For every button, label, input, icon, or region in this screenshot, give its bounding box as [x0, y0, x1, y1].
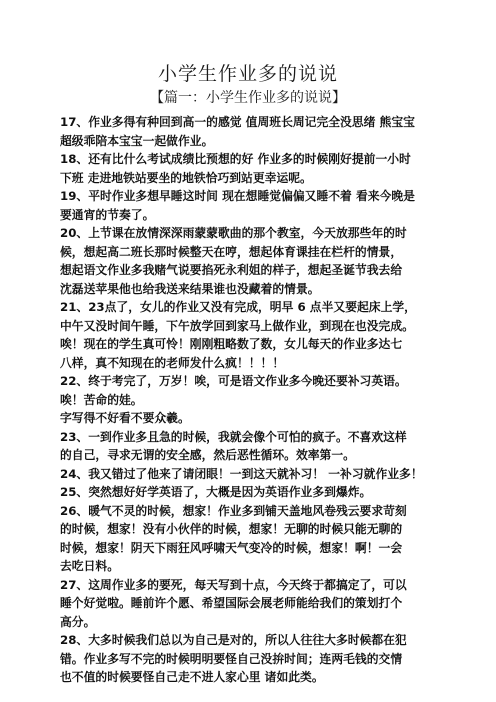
text-line: 21、23点了，女儿的作业又没有完成，明早 6 点半又要起床上学，	[60, 300, 416, 314]
text-line: 20、上节课在放情深深雨蒙蒙歌曲的那个教室，今天放那些年的时	[60, 226, 407, 240]
text-line: 睡个好觉啦。睡前许个愿、希望国际会展老师能给我们的策划打个	[60, 596, 403, 610]
text-line: 高分。	[60, 614, 96, 629]
text-line: 字写得不好看不要众羲。	[60, 411, 190, 425]
text-line: 去吃日料。	[60, 559, 119, 573]
text-line: 时候，想家！阴天下雨狂风呼啸天气变冷的时候，想家！啊！一会	[60, 540, 403, 555]
text-line: 中午又没时间午睡，下午放学回到家马上做作业，到现在也没完成。	[60, 318, 414, 333]
document-body	[60, 113, 450, 687]
text-line: 27、这周作业多的要死，每天写到十点，今天终于都搞定了，可以	[60, 577, 407, 592]
text-line: 的时候，想家！没有小伙伴的时候，想家！无聊的时候只能无聊的	[60, 522, 403, 536]
text-line: 想起语文作业多我赌气说要掐死永利姐的样子，想起圣诞节我去给	[60, 263, 403, 277]
text-line: 26、暖气不灵的时候，想家！作业多到铺天盖地风卷残云要求苛刻	[60, 503, 407, 518]
text-line: 17、作业多得有种回到高一的感觉 值周班长周记完全没思绪 熊宝宝	[60, 115, 415, 129]
text-line: 22、终于考完了，万岁！唉，可是语文作业多今晚还要补习英语。	[60, 374, 407, 388]
text-line: 28、大多时候我们总以为自己是对的，所以人往往大多时候都在犯	[60, 633, 407, 647]
text-line: 候，想起高二班长那时候整天在哼，想起体育课挂在栏杆的情景，	[60, 244, 403, 259]
text-line: 18、还有比什么考试成绩比预想的好 作业多的时候刚好提前一小时	[60, 152, 411, 166]
text-line: 八样，真不知现在的老师发什么疯！！！！	[60, 355, 285, 370]
page-title: 小学生作业多的说说	[157, 63, 338, 85]
text-line: 下班 走进地铁站要坐的地铁恰巧到站更幸运呢。	[60, 170, 312, 185]
text-line: 的自己，寻求无谓的安全感，然后恶性循环。效率第一。	[60, 448, 355, 462]
text-line: 25、突然想好好学英语了，大概是因为英语作业多到爆炸。	[60, 485, 372, 499]
text-line: 沈磊送苹果他也给我送来结果谁也没藏着的情景。	[60, 281, 320, 296]
text-line: 19、平时作业多想早睡这时间 现在想睡觉偏偏又睡不着 看来今晚是	[60, 189, 415, 203]
text-line: 唉！苦命的娃。	[60, 392, 143, 407]
text-line: 错。作业多写不完的时候明明要怪自己没拚时间；连两毛钱的交情	[60, 651, 403, 666]
text-line: 超级乖陪本宝宝一起做作业。	[60, 133, 214, 148]
text-line: 23、一到作业多且急的时候，我就会像个可怕的疯子。不喜欢这样	[60, 429, 407, 444]
page-subtitle: 【篇一：小学生作业多的说说】	[150, 90, 346, 106]
text-line: 要通宵的节奏了。	[60, 207, 155, 222]
text-line: 也不值的时候要怪自己走不进人家心里 诸如此类。	[60, 670, 324, 684]
text-line: 24、我又错过了他来了请闭眼！一到这天就补习！ 一补习就作业多！	[60, 466, 423, 481]
text-line: 唉！现在的学生真可怜！刚刚粗略数了数，女儿每天的作业多达七	[60, 337, 403, 351]
